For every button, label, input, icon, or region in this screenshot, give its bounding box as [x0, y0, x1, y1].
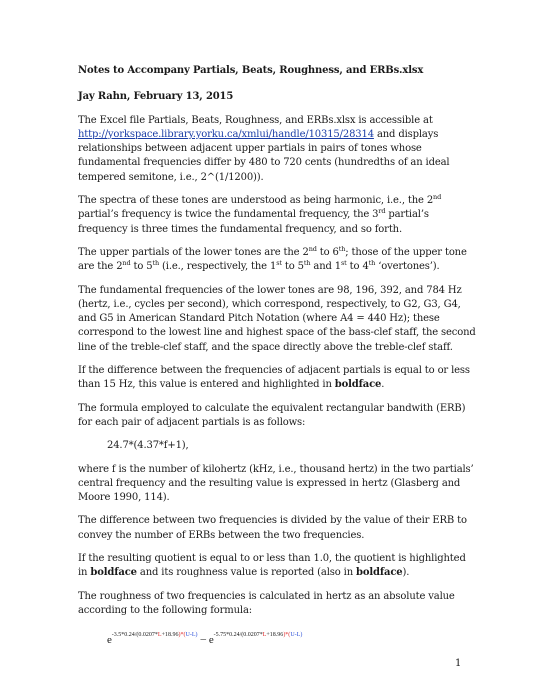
paragraph-spectra [78, 194, 476, 237]
roughness-formula [107, 627, 476, 647]
euler-e: e [208, 634, 214, 647]
paragraph-upper-partials [78, 246, 476, 275]
spectra-text-3: partial’s frequency is three times the fundamental frequency, and so forth. [78, 209, 429, 235]
var-L: L [191, 632, 196, 639]
exp-part: +18.96 [266, 632, 284, 639]
partials-text-9: ‘overtones’). [375, 261, 440, 273]
var-U: U [290, 632, 295, 639]
ordinal-sup: nd [122, 259, 131, 268]
exp-part: - [294, 632, 297, 639]
partials-text-7: and 1 [310, 261, 341, 273]
paragraph-erb-explanation: where f is the number of kilohertz (kHz, i.e., thousand hertz) in the two partials’ central frequency and the resulting value is expressed in hertz (Glasberg and Moore 1990, 114). [78, 463, 474, 504]
threshold-text-1: If the difference between the frequencies of adjacent partials is equal to or less than 15 Hz, this value is entered and highlighted in [78, 365, 470, 391]
spectra-text-2: partial’s frequency is twice the fundamental frequency, the 3 [78, 209, 379, 221]
exp-part: )*( [283, 632, 291, 639]
paragraph-erb-quotient: The difference between two frequencies is divided by the value of their ERB to convey the number of ERBs between the two frequencies. [78, 515, 467, 541]
page-number: 1 [455, 658, 462, 669]
exp-part: )*( [178, 632, 186, 639]
ordinal-sup: rd [378, 207, 386, 216]
quotient-text-2: and its roughness value is reported (also in [136, 567, 357, 579]
boldface-word: boldface [356, 567, 403, 579]
quotient-text-3: ). [402, 567, 410, 579]
exp-part: ) [195, 632, 198, 639]
boldface-word: boldface [90, 567, 137, 579]
threshold-text-2: . [381, 379, 385, 391]
yorkspace-link[interactable]: http://yorkspace.library.yorku.ca/xmlui/handle/10315/28314 [78, 128, 374, 140]
var-L: L [296, 632, 301, 639]
ordinal-sup: nd [308, 244, 317, 253]
var-L: L [157, 632, 162, 639]
spectra-text-1: The spectra of these tones are understood as being harmonic, i.e., the 2 [78, 195, 434, 207]
paragraph-roughness: The roughness of two frequencies is calculated in hertz as an absolute value according to the following formula: [78, 590, 455, 616]
paragraph-threshold [78, 364, 476, 393]
partials-text-1: The upper partials of the lower tones are the 2 [78, 246, 309, 258]
partials-text-3: ; those of the upper tone are the 2 [78, 246, 467, 273]
partials-text-8: to 4 [346, 261, 369, 273]
ordinal-sup: th [368, 259, 376, 268]
exp-part: - [189, 632, 192, 639]
document-title: Notes to Accompany Partials, Beats, Roughness, and ERBs.xlsx [78, 65, 424, 76]
exp-part: -3.5*0.24/(0.0207* [111, 632, 158, 639]
partials-text-6: to 5 [281, 261, 304, 273]
var-L: L [262, 632, 267, 639]
ordinal-sup: th [152, 259, 159, 268]
paragraph-erb-intro: The formula employed to calculate the equivalent rectangular bandwith (ERB) for each pair of adjacent partials is as follows: [78, 402, 466, 428]
ordinal-sup: nd [433, 193, 442, 202]
exp-part: -5.75*0.24/(0.0207* [213, 632, 263, 639]
paragraph-quotient-highlight [78, 552, 476, 581]
minus-sign: – [200, 633, 206, 646]
ordinal-sup: th [303, 259, 311, 268]
ordinal-sup: th [338, 244, 346, 253]
exponent-1 [112, 632, 198, 638]
erb-formula: 24.7*(4.37*f+1), [107, 440, 189, 452]
exponent-2 [214, 632, 303, 638]
partials-text-2: to 6 [316, 246, 339, 258]
quotient-text-1: If the resulting quotient is equal to or less than 1.0, the quotient is highlighted in [78, 553, 466, 579]
boldface-word: boldface [334, 379, 382, 391]
intro-text-end: and displays relationships between adjacent upper partials in pairs of tones whose fundamental frequencies differ by 480 to 720 cents (hundredths of an ideal tempered semitone, i.e., 2^(1/1200)). [78, 128, 450, 183]
var-U: U [185, 632, 190, 639]
ordinal-sup: st [341, 259, 347, 268]
exp-part: ) [300, 632, 303, 639]
ordinal-sup: st [276, 259, 282, 268]
partials-text-4: to 5 [130, 261, 153, 273]
euler-e: e [107, 634, 112, 647]
paragraph-fundamentals: The fundamental frequencies of the lower tones are 98, 196, 392, and 784 Hz (hertz, i.e., cycles per second), which correspond, respectively, to G2, G3, G4, and G5 in American Standard Pitch Notation (where A4 = 440 Hz); these correspond to the lowest line and highest space of the bass-clef staff, the second line of the treble-clef staff, and the space directly above the treble-clef staff. [78, 284, 476, 353]
exp-part: +18.96 [161, 632, 179, 639]
document-body [78, 64, 476, 647]
intro-text-start: The Excel file Partials, Beats, Roughness, and ERBs.xlsx is accessible at [78, 114, 433, 126]
paragraph-intro [78, 114, 476, 185]
author-line: Jay Rahn, February 13, 2015 [78, 91, 234, 103]
partials-text-5: (i.e., respectively, the 1 [159, 261, 277, 273]
